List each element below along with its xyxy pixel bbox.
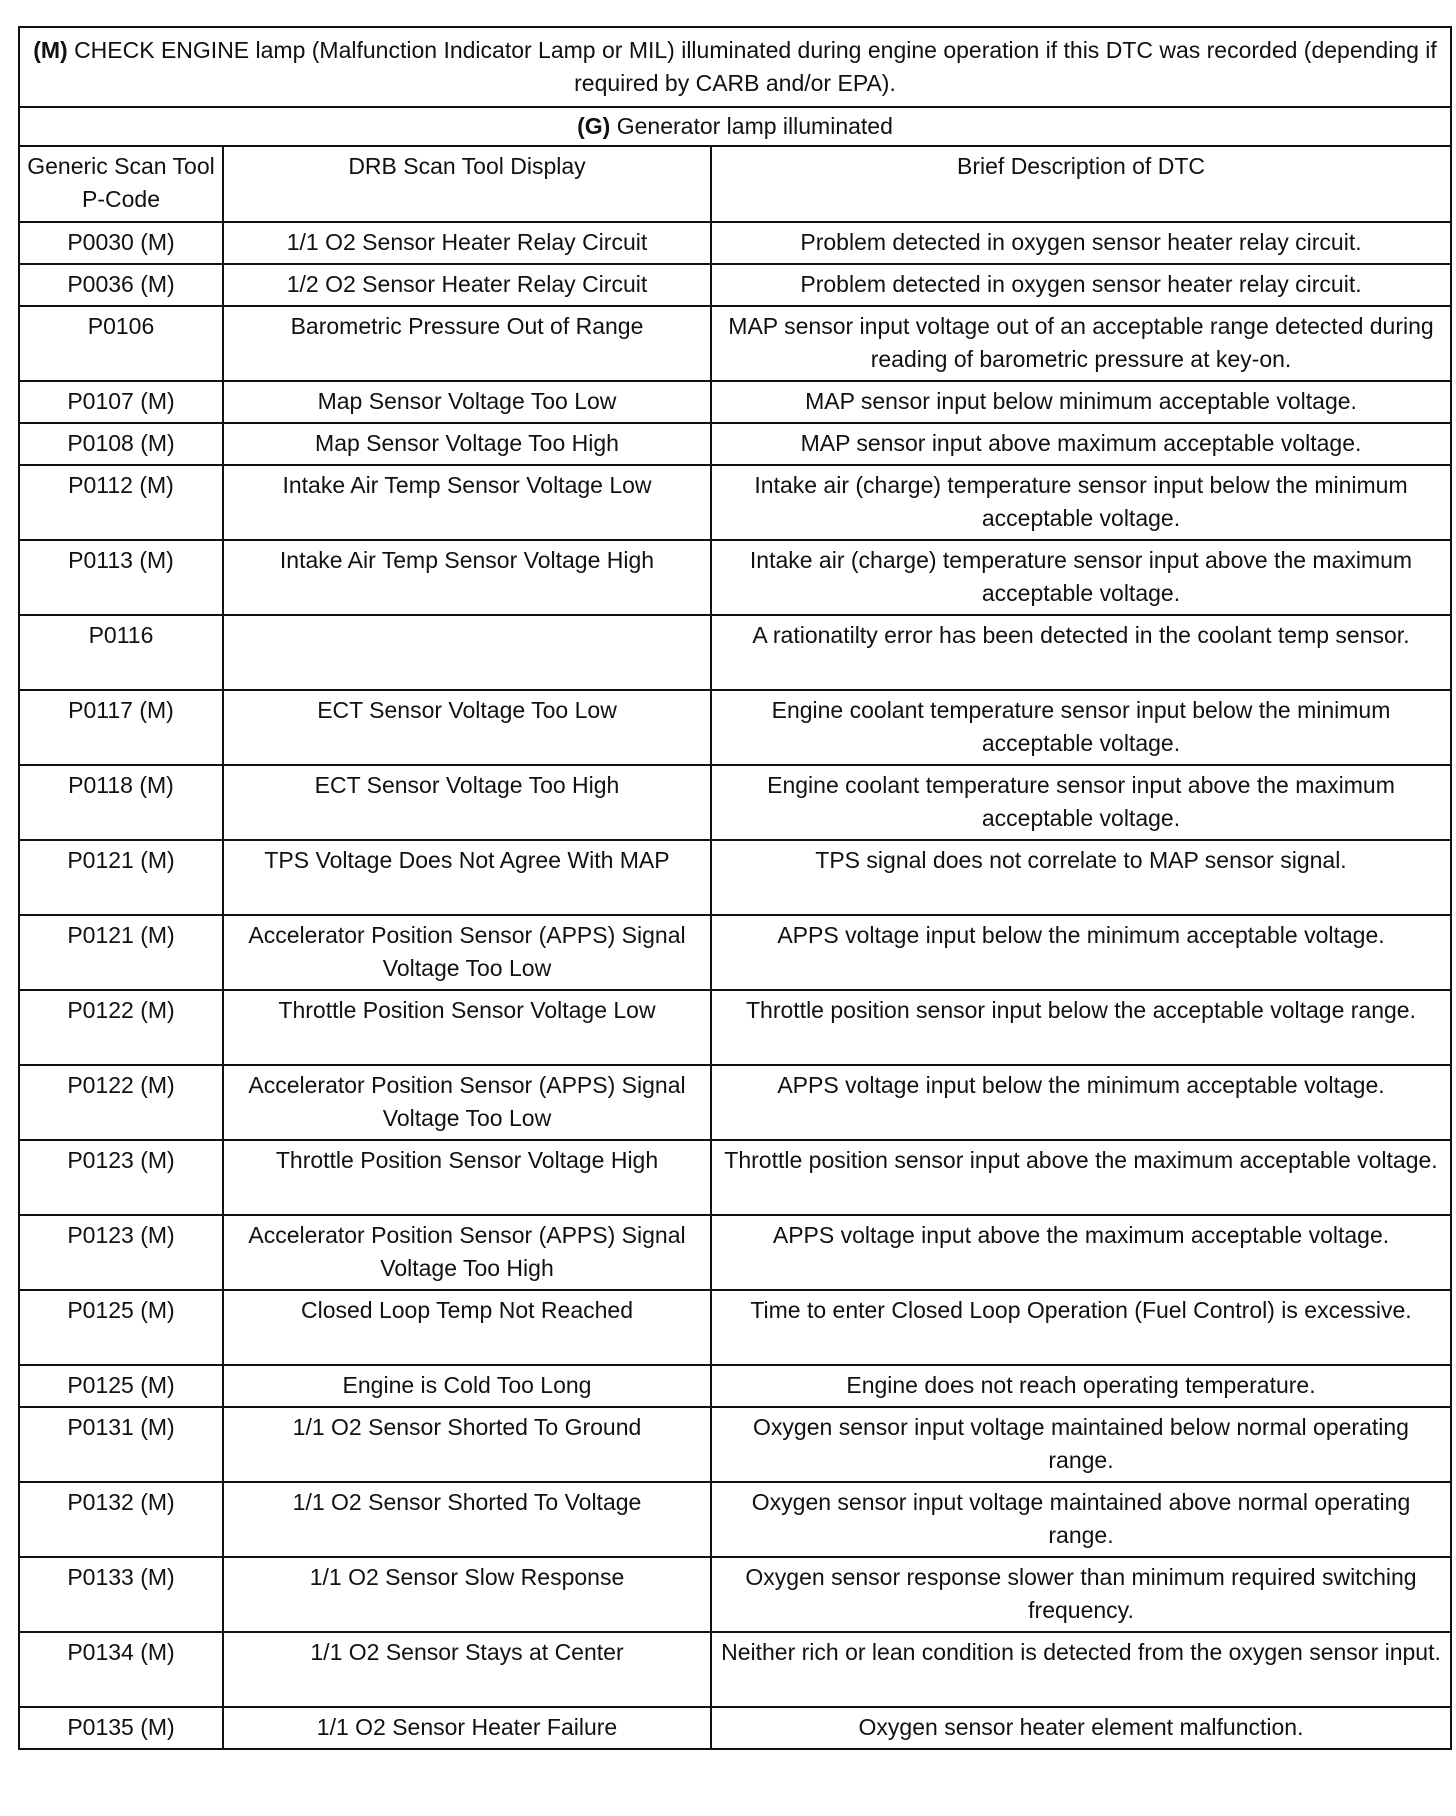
drb-display-cell: ECT Sensor Voltage Too High — [223, 765, 711, 840]
p-code-cell: P0135 (M) — [19, 1707, 223, 1749]
p-code-cell: P0106 — [19, 306, 223, 381]
drb-display-cell: 1/1 O2 Sensor Stays at Center — [223, 1632, 711, 1707]
drb-display-cell: Throttle Position Sensor Voltage Low — [223, 990, 711, 1065]
table-row — [19, 423, 1451, 465]
table-row — [19, 1557, 1451, 1632]
p-code-cell: P0122 (M) — [19, 990, 223, 1065]
table-row — [19, 1632, 1451, 1707]
p-code-cell: P0118 (M) — [19, 765, 223, 840]
table-row — [19, 1290, 1451, 1365]
p-code-cell: P0121 (M) — [19, 840, 223, 915]
header-drb-display: DRB Scan Tool Display — [223, 146, 711, 222]
header-row — [19, 146, 1451, 222]
description-cell: Throttle position sensor input above the maximum acceptable voltage. — [711, 1140, 1451, 1215]
description-cell: Oxygen sensor response slower than minimum required switching frequency. — [711, 1557, 1451, 1632]
drb-display-cell: Engine is Cold Too Long — [223, 1365, 711, 1407]
p-code-cell: P0131 (M) — [19, 1407, 223, 1482]
p-code-cell: P0133 (M) — [19, 1557, 223, 1632]
table-row — [19, 222, 1451, 264]
legend-g-row — [19, 107, 1451, 146]
drb-display-cell: Intake Air Temp Sensor Voltage High — [223, 540, 711, 615]
table-row — [19, 1365, 1451, 1407]
drb-display-cell: Map Sensor Voltage Too Low — [223, 381, 711, 423]
description-cell: APPS voltage input below the minimum acceptable voltage. — [711, 1065, 1451, 1140]
p-code-cell: P0122 (M) — [19, 1065, 223, 1140]
p-code-cell: P0036 (M) — [19, 264, 223, 306]
drb-display-cell: 1/1 O2 Sensor Shorted To Voltage — [223, 1482, 711, 1557]
p-code-cell: P0113 (M) — [19, 540, 223, 615]
drb-display-cell: 1/1 O2 Sensor Slow Response — [223, 1557, 711, 1632]
drb-display-cell: 1/1 O2 Sensor Heater Failure — [223, 1707, 711, 1749]
description-cell: Intake air (charge) temperature sensor input above the maximum acceptable voltage. — [711, 540, 1451, 615]
table-row — [19, 1140, 1451, 1215]
table-row — [19, 381, 1451, 423]
p-code-cell: P0117 (M) — [19, 690, 223, 765]
drb-display-cell: Throttle Position Sensor Voltage High — [223, 1140, 711, 1215]
header-description: Brief Description of DTC — [711, 146, 1451, 222]
table-row — [19, 1707, 1451, 1749]
drb-display-cell: Accelerator Position Sensor (APPS) Signal Voltage Too High — [223, 1215, 711, 1290]
description-cell: Engine does not reach operating temperature. — [711, 1365, 1451, 1407]
description-cell: Time to enter Closed Loop Operation (Fuel Control) is excessive. — [711, 1290, 1451, 1365]
drb-display-cell: TPS Voltage Does Not Agree With MAP — [223, 840, 711, 915]
p-code-cell: P0125 (M) — [19, 1290, 223, 1365]
legend-g-code: (G) — [577, 113, 611, 139]
table-row — [19, 615, 1451, 690]
p-code-cell: P0116 — [19, 615, 223, 690]
table-row — [19, 840, 1451, 915]
description-cell: Throttle position sensor input below the acceptable voltage range. — [711, 990, 1451, 1065]
p-code-cell: P0121 (M) — [19, 915, 223, 990]
table-row — [19, 765, 1451, 840]
legend-m-row — [19, 27, 1451, 107]
drb-display-cell: Closed Loop Temp Not Reached — [223, 1290, 711, 1365]
p-code-cell: P0107 (M) — [19, 381, 223, 423]
legend-m — [19, 27, 1451, 107]
drb-display-cell: Accelerator Position Sensor (APPS) Signal Voltage Too Low — [223, 1065, 711, 1140]
description-cell: MAP sensor input below minimum acceptable voltage. — [711, 381, 1451, 423]
legend-g-text: Generator lamp illuminated — [616, 113, 893, 139]
table-row — [19, 540, 1451, 615]
p-code-cell: P0134 (M) — [19, 1632, 223, 1707]
dtc-table — [18, 26, 1452, 1750]
drb-display-cell: ECT Sensor Voltage Too Low — [223, 690, 711, 765]
description-cell: Oxygen sensor input voltage maintained below normal operating range. — [711, 1407, 1451, 1482]
table-row — [19, 1065, 1451, 1140]
drb-display-cell: 1/1 O2 Sensor Shorted To Ground — [223, 1407, 711, 1482]
p-code-cell: P0123 (M) — [19, 1140, 223, 1215]
description-cell: Neither rich or lean condition is detected from the oxygen sensor input. — [711, 1632, 1451, 1707]
description-cell: Problem detected in oxygen sensor heater relay circuit. — [711, 264, 1451, 306]
description-cell: Oxygen sensor input voltage maintained above normal operating range. — [711, 1482, 1451, 1557]
description-cell: MAP sensor input voltage out of an acceptable range detected during reading of barometric pressure at key-on. — [711, 306, 1451, 381]
description-cell: MAP sensor input above maximum acceptable voltage. — [711, 423, 1451, 465]
drb-display-cell: Accelerator Position Sensor (APPS) Signal Voltage Too Low — [223, 915, 711, 990]
table-row — [19, 1482, 1451, 1557]
legend-g — [19, 107, 1451, 146]
description-cell: Oxygen sensor heater element malfunction. — [711, 1707, 1451, 1749]
table-row — [19, 465, 1451, 540]
p-code-cell: P0125 (M) — [19, 1365, 223, 1407]
header-pcode: Generic Scan Tool P-Code — [19, 146, 223, 222]
drb-display-cell: Map Sensor Voltage Too High — [223, 423, 711, 465]
description-cell: APPS voltage input below the minimum acceptable voltage. — [711, 915, 1451, 990]
drb-display-cell: 1/2 O2 Sensor Heater Relay Circuit — [223, 264, 711, 306]
drb-display-cell: Barometric Pressure Out of Range — [223, 306, 711, 381]
description-cell: A rationatilty error has been detected in the coolant temp sensor. — [711, 615, 1451, 690]
table-row — [19, 990, 1451, 1065]
description-cell: APPS voltage input above the maximum acceptable voltage. — [711, 1215, 1451, 1290]
description-cell: Intake air (charge) temperature sensor input below the minimum acceptable voltage. — [711, 465, 1451, 540]
p-code-cell: P0112 (M) — [19, 465, 223, 540]
table-row — [19, 264, 1451, 306]
description-cell: Problem detected in oxygen sensor heater relay circuit. — [711, 222, 1451, 264]
p-code-cell: P0132 (M) — [19, 1482, 223, 1557]
table-row — [19, 915, 1451, 990]
description-cell: Engine coolant temperature sensor input below the minimum acceptable voltage. — [711, 690, 1451, 765]
p-code-cell: P0108 (M) — [19, 423, 223, 465]
p-code-cell: P0123 (M) — [19, 1215, 223, 1290]
table-row — [19, 1215, 1451, 1290]
p-code-cell: P0030 (M) — [19, 222, 223, 264]
drb-display-cell: Intake Air Temp Sensor Voltage Low — [223, 465, 711, 540]
legend-m-text: CHECK ENGINE lamp (Malfunction Indicator Lamp or MIL) illuminated during engine operation if this DTC was recorded (depending if required by CARB and/or EPA). — [74, 37, 1437, 96]
description-cell: Engine coolant temperature sensor input above the maximum acceptable voltage. — [711, 765, 1451, 840]
description-cell: TPS signal does not correlate to MAP sensor signal. — [711, 840, 1451, 915]
table-row — [19, 1407, 1451, 1482]
table-row — [19, 306, 1451, 381]
legend-m-code: (M) — [33, 37, 68, 63]
table-row — [19, 690, 1451, 765]
drb-display-cell: 1/1 O2 Sensor Heater Relay Circuit — [223, 222, 711, 264]
drb-display-cell — [223, 615, 711, 690]
